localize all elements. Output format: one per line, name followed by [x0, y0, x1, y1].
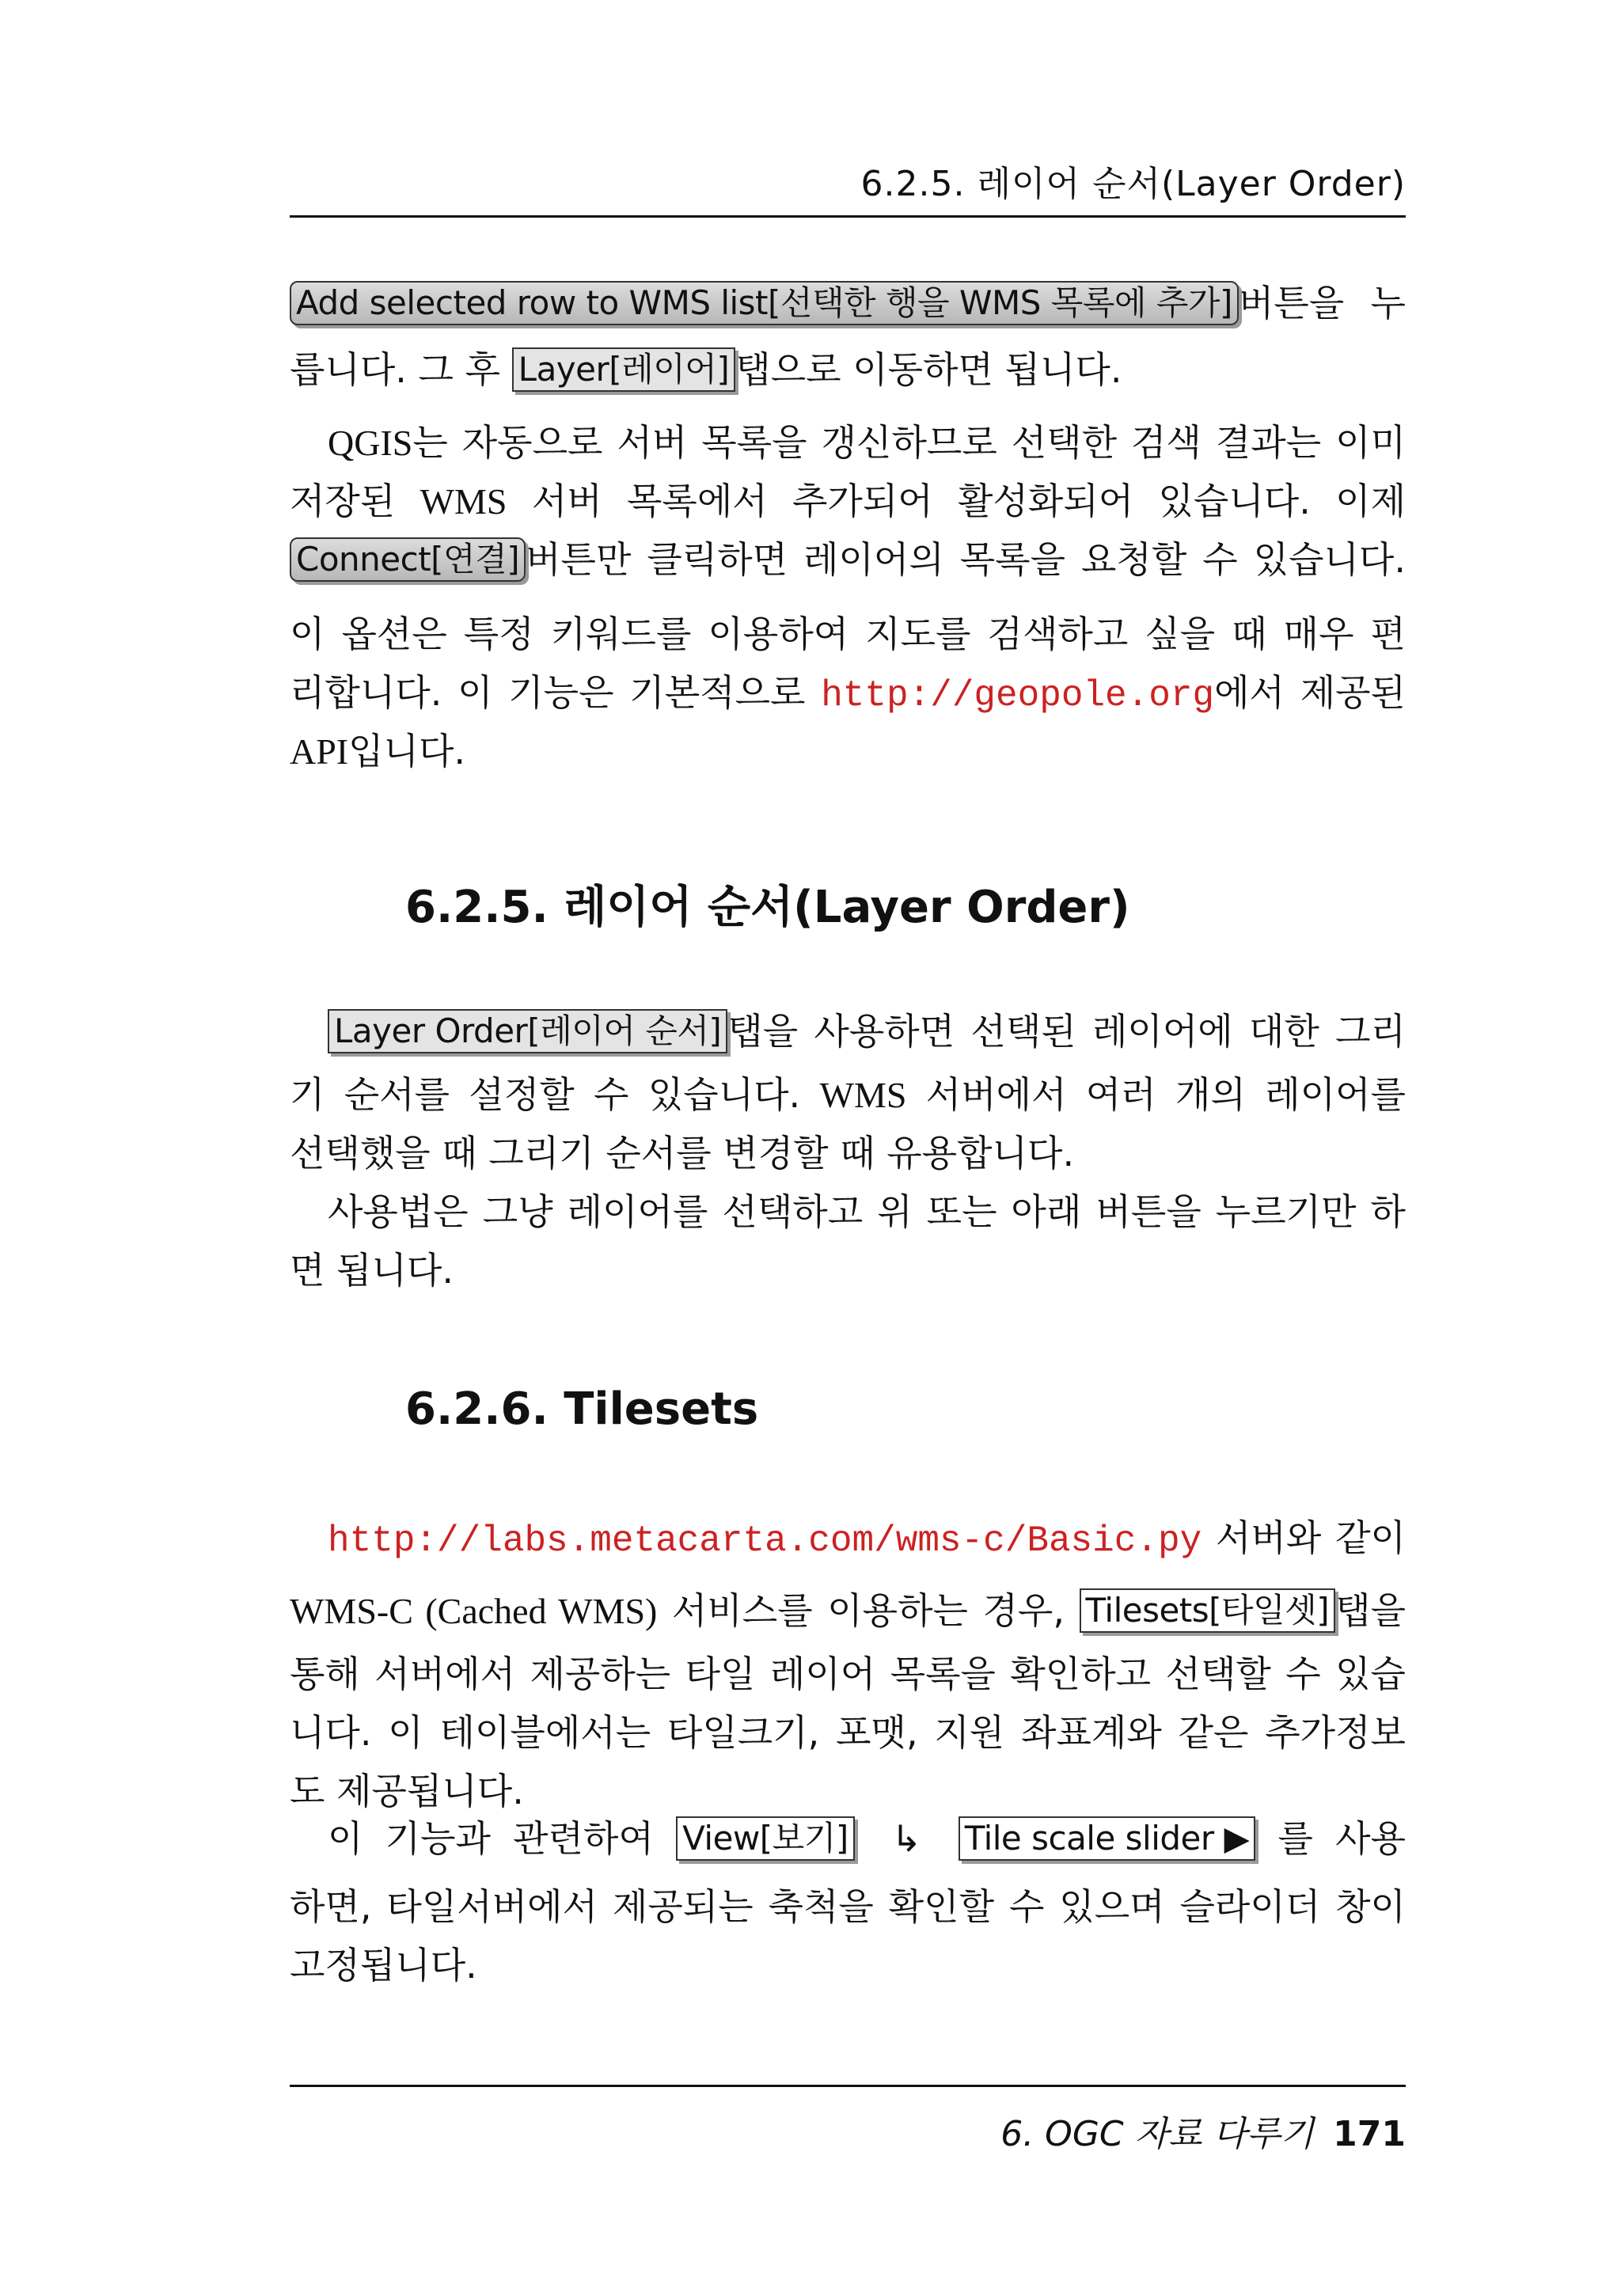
paragraph-layer-order: Layer Order[레이어 순서] 탭을 사용하면 선택된 레이어에 대한 그리 기 순서를 설정할 수 있습니다. WMS 서버에서 여러 개의 레이어를 선택했을 때 그리기 순서를 변경할 때 유용합니다. 사용법은 그냥 레이어를 선택하고 위 또는 아래 버튼을 누르기만 하 면 됩니다. [290, 1010, 1407, 1292]
metacarta-url: http://labs.metacarta.com/wms-c/Basic.py [328, 1520, 1202, 1562]
section-heading-layer-order: 6.2.5. 레이어 순서(Layer Order) [405, 882, 1130, 933]
footer-chapter: 6. OGC 자료 다루기 [1000, 2114, 1315, 2154]
page-footer [290, 2105, 1406, 2156]
page-number: 171 [1333, 2114, 1406, 2154]
view-menu-label: View[보기] [676, 1816, 855, 1861]
header-rule [290, 215, 1406, 218]
submenu-arrow-icon: ↳ [890, 1817, 922, 1860]
connect-button: Connect[연결] [290, 537, 526, 582]
section-heading-tilesets: 6.2.6. Tilesets [405, 1383, 759, 1435]
paragraph-add-selected: Add selected row to WMS list[선택한 행을 WMS 목록에 추가] 버튼을 누 릅니다. 그 후 Layer[레이어] 탭으로 이동하면 됩니다. [290, 282, 1406, 391]
add-selected-row-button: Add selected row to WMS list[선택한 행을 WMS 목록에 추가] [290, 281, 1239, 325]
footer-rule [290, 2085, 1406, 2087]
paragraph-tilesets: http://labs.metacarta.com/wms-c/Basic.py 서버와 같이 WMS-C (Cached WMS) 서비스를 이용하는 경우, Tilesets[타일셋] 탭을 통해 서버에서 제공하는 타일 레이어 목록을 확인하고 선택할 수 있습 니다. 이 테이블에서는 타일크기, 포맷, 지원 좌표계와 같은 추가정보 도 제공됩니다. [290, 1516, 1407, 1812]
layer-order-tab-label: Layer Order[레이어 순서] [328, 1009, 727, 1053]
tilesets-tab-label: Tilesets[타일셋] [1080, 1588, 1336, 1633]
layer-tab-label: Layer[레이어] [512, 347, 736, 392]
paragraph-qgis: QGIS는 자동으로 서버 목록을 갱신하므로 선택한 검색 결과는 이미 저장된 WMS 서버 목록에서 추가되어 활성화되어 있습니다. 이제 Connect[연결] 버튼만 클릭하면 레이어의 목록을 요청할 수 있습니다. 이 옵션은 특정 키워드를 이용하여 지도를 검색하고 싶을 때 매우 편 리합니다. 이 기능은 기본적으로 http://geopole.org에서 제공된 API입니다. [290, 421, 1407, 772]
tile-scale-slider-menu-label: Tile scale slider ▶ [959, 1816, 1256, 1861]
geopole-url: http://geopole.org [821, 675, 1215, 716]
paragraph-tile-scale: 이 기능과 관련하여 View[보기] ↳ Tile scale slider ▶ 를 사용 하면, 타일서버에서 제공되는 축척을 확인할 수 있으며 슬라이더 창이 고정됩니다. [290, 1817, 1407, 1987]
running-header: 6.2.5. 레이어 순서(Layer Order) [860, 164, 1406, 204]
